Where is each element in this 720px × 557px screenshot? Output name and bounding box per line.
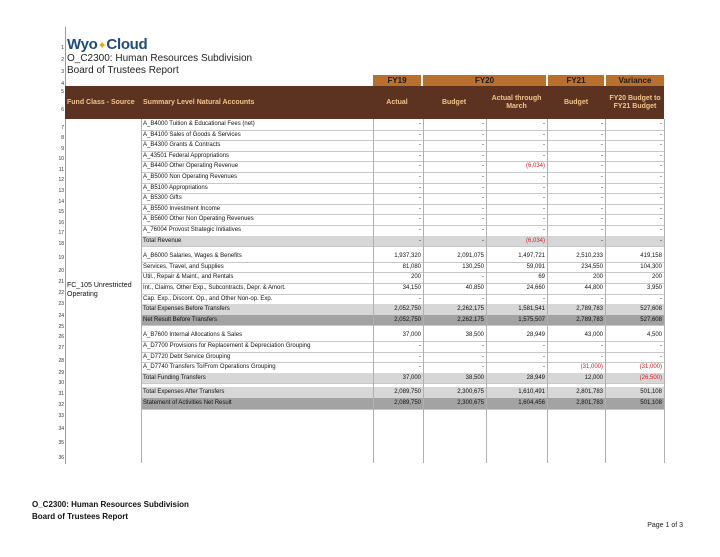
grid-line bbox=[423, 119, 424, 463]
grid-line bbox=[547, 119, 548, 463]
value-cell: - bbox=[601, 184, 603, 191]
account-label: Total Expenses Before Transfers bbox=[143, 306, 230, 313]
value-cell: 527,608 bbox=[640, 306, 662, 313]
value-cell: 69 bbox=[538, 274, 545, 281]
value-cell: 40,850 bbox=[465, 285, 484, 291]
table-row bbox=[141, 183, 664, 194]
value-cell: 104,300 bbox=[640, 263, 662, 270]
value-cell: - bbox=[543, 174, 545, 180]
report-sheet bbox=[53, 27, 665, 464]
value-cell: 2,089,750 bbox=[394, 389, 421, 396]
value-cell: - bbox=[660, 343, 662, 349]
value-cell: 1,937,320 bbox=[394, 253, 421, 260]
value-cell: - bbox=[419, 163, 421, 170]
value-cell: - bbox=[601, 216, 603, 223]
table-row bbox=[141, 387, 664, 398]
value-cell: - bbox=[601, 195, 603, 202]
value-cell: - bbox=[601, 131, 603, 138]
account-label: A_B5500 Investment Income bbox=[143, 205, 221, 212]
value-cell: - bbox=[419, 142, 421, 149]
value-cell: 81,080 bbox=[402, 263, 421, 270]
row-number: 8 bbox=[61, 135, 64, 141]
grid-line bbox=[486, 119, 487, 463]
account-label: A_B4100 Sales of Goods & Services bbox=[143, 131, 241, 138]
table-row bbox=[141, 236, 664, 247]
col-fund-class: Fund Class - Source bbox=[67, 98, 135, 106]
table-row bbox=[141, 119, 664, 130]
value-cell: - bbox=[482, 131, 484, 138]
row-number: 5 bbox=[61, 89, 64, 95]
value-cell: - bbox=[419, 216, 421, 223]
table-row bbox=[141, 151, 664, 162]
row-number: 34 bbox=[58, 426, 64, 432]
account-label: A_B5100 Appropriations bbox=[143, 184, 208, 191]
value-cell: 200 bbox=[410, 274, 421, 281]
row-number: 13 bbox=[58, 188, 64, 194]
value-cell: (6,034) bbox=[525, 163, 545, 170]
table-row bbox=[141, 330, 664, 341]
value-cell: 200 bbox=[592, 274, 603, 281]
row-number: 23 bbox=[58, 301, 64, 307]
value-cell: - bbox=[660, 174, 662, 180]
value-cell: 38,500 bbox=[465, 374, 484, 381]
value-cell: - bbox=[601, 121, 603, 127]
value-cell: 1,581,541 bbox=[518, 306, 545, 313]
value-cell: - bbox=[660, 163, 662, 170]
row-number: 20 bbox=[58, 268, 64, 274]
value-cell: - bbox=[482, 174, 484, 180]
value-cell: 37,000 bbox=[402, 332, 421, 339]
col-fy20-budget: Budget bbox=[441, 98, 467, 106]
value-cell: 3,950 bbox=[646, 285, 662, 291]
value-cell: - bbox=[601, 174, 603, 180]
value-cell: - bbox=[419, 131, 421, 138]
row-number: 28 bbox=[58, 358, 64, 364]
grid-line bbox=[664, 119, 665, 463]
row-number: 16 bbox=[58, 220, 64, 226]
header-fy19: FY19 bbox=[373, 75, 421, 86]
footer-title: O_C2300: Human Resources Subdivision bbox=[32, 500, 189, 509]
table-row bbox=[141, 140, 664, 151]
account-label: A_B7600 Internal Allocations & Sales bbox=[143, 332, 243, 339]
header-variance: Variance bbox=[606, 75, 664, 86]
value-cell: - bbox=[660, 152, 662, 159]
value-cell: - bbox=[482, 274, 484, 281]
grid-line bbox=[141, 246, 664, 247]
value-cell: 2,052,750 bbox=[394, 316, 421, 323]
value-cell: 34,150 bbox=[402, 285, 421, 291]
row-number: 29 bbox=[58, 370, 64, 376]
value-cell: - bbox=[601, 237, 603, 244]
value-cell: - bbox=[419, 152, 421, 159]
value-cell: - bbox=[543, 131, 545, 138]
account-label: A_B4000 Tuition & Educational Fees (net) bbox=[143, 121, 255, 127]
value-cell: - bbox=[601, 227, 603, 233]
value-cell: 12,000 bbox=[584, 374, 603, 381]
value-cell: - bbox=[601, 142, 603, 149]
account-label: A_76004 Provost Strategic Initiatives bbox=[143, 227, 242, 233]
row-number: 17 bbox=[58, 230, 64, 236]
account-label: Total Expenses After Transfers bbox=[143, 389, 225, 396]
value-cell: 43,000 bbox=[584, 332, 603, 339]
row-number: 26 bbox=[58, 334, 64, 340]
value-cell: - bbox=[543, 121, 545, 127]
value-cell: 1,604,456 bbox=[518, 400, 545, 406]
value-cell: - bbox=[419, 364, 421, 371]
row-number: 12 bbox=[58, 177, 64, 183]
wyocloud-logo: Wyo✦Cloud bbox=[67, 36, 148, 53]
row-number: 3 bbox=[61, 69, 64, 75]
value-cell: (31,000) bbox=[580, 364, 603, 371]
account-label: Services, Travel, and Supplies bbox=[143, 263, 224, 270]
value-cell: - bbox=[543, 195, 545, 202]
row-number: 10 bbox=[58, 156, 64, 162]
value-cell: - bbox=[601, 343, 603, 349]
value-cell: - bbox=[419, 227, 421, 233]
value-cell: - bbox=[482, 142, 484, 149]
value-cell: - bbox=[482, 163, 484, 170]
value-cell: (26,500) bbox=[639, 374, 662, 381]
account-label: A_B4400 Other Operating Revenue bbox=[143, 163, 239, 170]
footer-subtitle: Board of Trustees Report bbox=[32, 512, 129, 521]
value-cell: 130,250 bbox=[462, 263, 484, 270]
value-cell: - bbox=[482, 237, 484, 244]
grid-line bbox=[141, 409, 664, 410]
row-number: 7 bbox=[61, 125, 64, 131]
value-cell: 28,949 bbox=[526, 332, 545, 339]
table-row bbox=[141, 225, 664, 236]
value-cell: - bbox=[482, 343, 484, 349]
col-variance: FY20 Budget to FY21 Budget bbox=[609, 94, 661, 110]
value-cell: - bbox=[419, 174, 421, 180]
col-summary-accounts: Summary Level Natural Accounts bbox=[143, 98, 255, 106]
account-label: A_B5000 Non Operating Revenues bbox=[143, 174, 238, 180]
value-cell: - bbox=[482, 152, 484, 159]
grid-line bbox=[373, 119, 374, 463]
table-row bbox=[141, 294, 664, 305]
value-cell: - bbox=[543, 295, 545, 302]
value-cell: - bbox=[482, 295, 484, 302]
table-row bbox=[141, 283, 664, 294]
value-cell: - bbox=[660, 142, 662, 149]
grid-line bbox=[141, 383, 664, 384]
row-number: 1 bbox=[61, 45, 64, 51]
account-label: A_B6000 Salaries, Wages & Benefits bbox=[143, 253, 242, 260]
value-cell: 2,089,750 bbox=[394, 400, 421, 406]
grid-line bbox=[141, 325, 664, 326]
table-row bbox=[141, 193, 664, 204]
value-cell: - bbox=[482, 195, 484, 202]
table-row bbox=[141, 304, 664, 315]
value-cell: - bbox=[419, 237, 421, 244]
value-cell: 2,801,783 bbox=[576, 400, 603, 406]
row-number: 32 bbox=[58, 402, 64, 408]
table-row bbox=[141, 362, 664, 373]
value-cell: - bbox=[601, 295, 603, 302]
value-cell: 2,262,175 bbox=[457, 306, 484, 313]
row-number: 14 bbox=[58, 199, 64, 205]
table-row bbox=[141, 341, 664, 352]
value-cell: - bbox=[601, 152, 603, 159]
value-cell: - bbox=[601, 205, 603, 212]
value-cell: - bbox=[482, 364, 484, 371]
value-cell: - bbox=[419, 205, 421, 212]
star-icon: ✦ bbox=[97, 40, 107, 52]
value-cell: 1,497,721 bbox=[518, 253, 545, 260]
row-number: 15 bbox=[58, 209, 64, 215]
row-number: 25 bbox=[58, 324, 64, 330]
value-cell: - bbox=[419, 343, 421, 349]
value-cell: - bbox=[419, 121, 421, 127]
value-cell: 2,789,783 bbox=[576, 306, 603, 313]
value-cell: - bbox=[543, 152, 545, 159]
account-label: A_D7740 Transfers To/From Operations Grouping bbox=[143, 364, 276, 371]
value-cell: - bbox=[543, 227, 545, 233]
value-cell: 1,575,507 bbox=[518, 316, 545, 323]
value-cell: 2,262,175 bbox=[457, 316, 484, 323]
value-cell: 59,091 bbox=[526, 263, 545, 270]
value-cell: - bbox=[660, 121, 662, 127]
row-number: 4 bbox=[61, 81, 64, 87]
value-cell: 527,608 bbox=[640, 316, 662, 323]
account-label: Cap. Exp., Discont. Op., and Other Non-op. Exp. bbox=[143, 295, 273, 302]
value-cell: 2,801,783 bbox=[576, 389, 603, 396]
header-fy21: FY21 bbox=[548, 75, 604, 86]
value-cell: 2,510,233 bbox=[576, 253, 603, 260]
value-cell: 37,000 bbox=[402, 374, 421, 381]
account-label: Total Funding Transfers bbox=[143, 374, 206, 381]
value-cell: 2,789,783 bbox=[576, 316, 603, 323]
value-cell: - bbox=[482, 353, 484, 360]
value-cell: - bbox=[419, 353, 421, 360]
value-cell: - bbox=[419, 184, 421, 191]
table-row bbox=[141, 272, 664, 283]
value-cell: - bbox=[543, 364, 545, 371]
account-label: A_B4300 Grants & Contracts bbox=[143, 142, 221, 149]
table-row bbox=[141, 315, 664, 326]
report-subtitle: Board of Trustees Report bbox=[67, 65, 179, 76]
row-number: 18 bbox=[58, 241, 64, 247]
table-row bbox=[141, 130, 664, 141]
account-label: Total Revenue bbox=[143, 237, 182, 244]
table-row bbox=[141, 398, 664, 409]
value-cell: - bbox=[482, 184, 484, 191]
account-label: A_D7720 Debt Service Grouping bbox=[143, 353, 231, 360]
value-cell: 200 bbox=[651, 274, 662, 281]
account-label: Net Result Before Transfers bbox=[143, 316, 218, 323]
table-row bbox=[141, 262, 664, 273]
value-cell: - bbox=[660, 237, 662, 244]
account-label: A_B5600 Other Non Operating Revenues bbox=[143, 216, 254, 223]
value-cell: 2,300,675 bbox=[457, 389, 484, 396]
value-cell: 2,300,675 bbox=[457, 400, 484, 406]
value-cell: - bbox=[482, 227, 484, 233]
table-row bbox=[141, 251, 664, 262]
value-cell: 28,949 bbox=[526, 374, 545, 381]
report-title: O_C2300: Human Resources Subdivision bbox=[67, 53, 253, 64]
value-cell: 1,610,491 bbox=[518, 389, 545, 396]
value-cell: - bbox=[660, 216, 662, 223]
account-label: Int., Claims, Other Exp., Subcontracts, Depr. & Amort. bbox=[143, 285, 286, 291]
value-cell: - bbox=[660, 131, 662, 138]
value-cell: 44,800 bbox=[584, 285, 603, 291]
value-cell: - bbox=[543, 205, 545, 212]
value-cell: - bbox=[660, 227, 662, 233]
row-number: 33 bbox=[58, 413, 64, 419]
value-cell: - bbox=[419, 195, 421, 202]
row-number: 22 bbox=[58, 290, 64, 296]
row-number: 11 bbox=[58, 167, 64, 173]
value-cell: - bbox=[543, 216, 545, 223]
value-cell: - bbox=[601, 353, 603, 360]
value-cell: - bbox=[482, 216, 484, 223]
value-cell: 2,091,075 bbox=[457, 253, 484, 260]
col-fy19-actual: Actual bbox=[386, 98, 408, 106]
value-cell: 38,500 bbox=[465, 332, 484, 339]
account-label: Util., Repair & Maint., and Rentals bbox=[143, 274, 234, 281]
value-cell: 501,108 bbox=[640, 389, 662, 396]
value-cell: 234,550 bbox=[581, 263, 603, 270]
value-cell: 419,158 bbox=[640, 253, 662, 260]
row-number: 35 bbox=[58, 440, 64, 446]
row-number: 19 bbox=[58, 255, 64, 261]
account-label: A_43501 Federal Appropriations bbox=[143, 152, 230, 159]
row-number: 6 bbox=[61, 107, 64, 113]
col-fy20-actual-march: Actual through March bbox=[491, 94, 542, 110]
table-row bbox=[141, 161, 664, 172]
value-cell: - bbox=[543, 184, 545, 191]
table-row bbox=[141, 352, 664, 363]
col-fy21-budget: Budget bbox=[563, 98, 589, 106]
row-number: 9 bbox=[61, 146, 64, 152]
value-cell: - bbox=[543, 353, 545, 360]
row-number: 21 bbox=[58, 279, 64, 285]
value-cell: - bbox=[601, 163, 603, 170]
table-row bbox=[141, 214, 664, 225]
row-number: 27 bbox=[58, 345, 64, 351]
grid-line bbox=[141, 119, 142, 463]
value-cell: - bbox=[482, 205, 484, 212]
value-cell: - bbox=[482, 121, 484, 127]
value-cell: - bbox=[543, 142, 545, 149]
value-cell: 501,108 bbox=[640, 400, 662, 406]
value-cell: (31,000) bbox=[639, 364, 662, 371]
table-row bbox=[141, 204, 664, 215]
table-row bbox=[141, 172, 664, 183]
page-number: Page 1 of 3 bbox=[647, 522, 683, 529]
grid-line bbox=[605, 119, 606, 463]
value-cell: - bbox=[419, 295, 421, 302]
fund-class-label: FC_105 Unrestricted Operating bbox=[67, 282, 132, 298]
value-cell: - bbox=[660, 184, 662, 191]
value-cell: - bbox=[543, 343, 545, 349]
value-cell: 4,500 bbox=[646, 332, 662, 339]
row-number: 2 bbox=[61, 57, 64, 63]
row-number: 36 bbox=[58, 455, 64, 461]
row-number: 24 bbox=[58, 313, 64, 319]
value-cell: 2,052,750 bbox=[394, 306, 421, 313]
row-number: 30 bbox=[58, 380, 64, 386]
account-label: Statement of Activities Net Result bbox=[143, 400, 232, 406]
header-fy20: FY20 bbox=[423, 75, 546, 86]
value-cell: - bbox=[660, 195, 662, 202]
account-label: A_B5300 Gifts bbox=[143, 195, 182, 202]
value-cell: - bbox=[660, 205, 662, 212]
table-row bbox=[141, 373, 664, 384]
value-cell: - bbox=[660, 295, 662, 302]
value-cell: - bbox=[660, 353, 662, 360]
value-cell: 24,660 bbox=[526, 285, 545, 291]
row-number: 31 bbox=[58, 391, 64, 397]
value-cell: (6,034) bbox=[525, 237, 545, 244]
account-label: A_D7700 Provisions for Replacement & Depreciation Grouping bbox=[143, 343, 311, 349]
